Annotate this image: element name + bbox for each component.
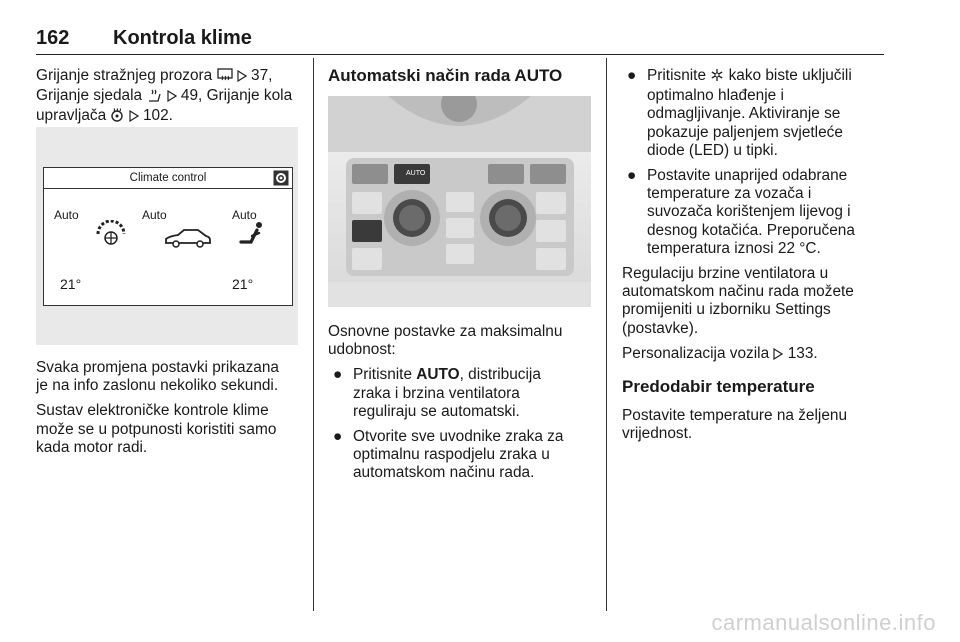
seat-heat-icon [146, 87, 162, 107]
reference-triangle-icon [773, 347, 783, 365]
climate-screen [43, 167, 293, 306]
rear-window-heat-icon [217, 68, 233, 87]
screen-title: Climate control [44, 168, 292, 189]
watermark: carmanualsonline.info [711, 610, 936, 635]
paragraph: Sustav elektroničke kontrole klime može se u potpunosti koristiti samo kada motor radi. [36, 402, 277, 456]
list-item: ● Postavite unaprijed odabrane temperature za vozača i suvozača korištenjem lijevog i desnog kotačića. Preporučena temperatura iznosi 22 °C. [627, 167, 855, 257]
reference-triangle-icon [129, 109, 139, 127]
chapter-title: Kontrola klime [113, 27, 252, 49]
climate-panel-photo [328, 96, 591, 307]
auto-label: Auto [54, 208, 79, 222]
temperature-right: 21° [232, 276, 254, 292]
column-3 [622, 67, 884, 443]
auto-label: Auto [142, 208, 167, 222]
column-1 [36, 67, 306, 128]
seat-icon [237, 220, 267, 255]
paragraph: Osnovne postavke za maksimalnu udobnost: [328, 323, 563, 359]
steering-heat-icon [110, 108, 124, 127]
page-header [36, 26, 884, 55]
paragraph: Postavite temperature na željenu vrijednost. [622, 407, 848, 443]
column-2-text [328, 323, 598, 483]
list-item: ● Pritisnite AUTO, distribucija zraka i brzina ventilatora reguliraju se automatski. [333, 366, 541, 420]
paragraph: Regulaciju brzine ventilatora u automatskom načinu rada možete promijeniti u izborniku Settings (postavke). [622, 265, 854, 337]
page-number: 162 [36, 27, 70, 49]
car-icon [164, 228, 212, 253]
fan-icon [94, 220, 128, 253]
settings-icon [273, 170, 289, 191]
list-item: ● Otvorite sve uvodnike zraka za optimalnu raspodjelu zraka u automatskom načinu rada. [333, 428, 564, 482]
paragraph: Personalizacija vozila 133. [622, 345, 884, 365]
reference-triangle-icon [167, 89, 177, 107]
climate-display-illustration [36, 127, 298, 345]
list-item: ● Pritisnite kako biste uključili optimalno hlađenje i odmagljivanje. Aktiviranje se pokazuje paljenjem svjetleće diode (LED) u tipki. [627, 67, 852, 159]
temperature-left: 21° [60, 276, 82, 292]
auto-button-label: AUTO [406, 170, 426, 177]
section-heading: Automatski način rada AUTO [328, 66, 563, 85]
intro-line: Grijanje stražnjeg prozora 37, [36, 67, 306, 87]
column-divider [313, 58, 314, 611]
paragraph: Svaka promjena postavki prikazana je na info zaslonu nekoliko sekundi. [36, 359, 279, 395]
intro-line: upravljača 102. [36, 107, 306, 127]
section-heading: Predodabir temperature [622, 377, 815, 397]
ac-snowflake-icon [710, 68, 724, 87]
auto-label: Auto [232, 208, 257, 222]
column-divider [606, 58, 607, 611]
column-1-text [36, 359, 306, 457]
reference-triangle-icon [237, 69, 247, 87]
intro-line: Grijanje sjedala 49, Grijanje kola [36, 87, 306, 107]
